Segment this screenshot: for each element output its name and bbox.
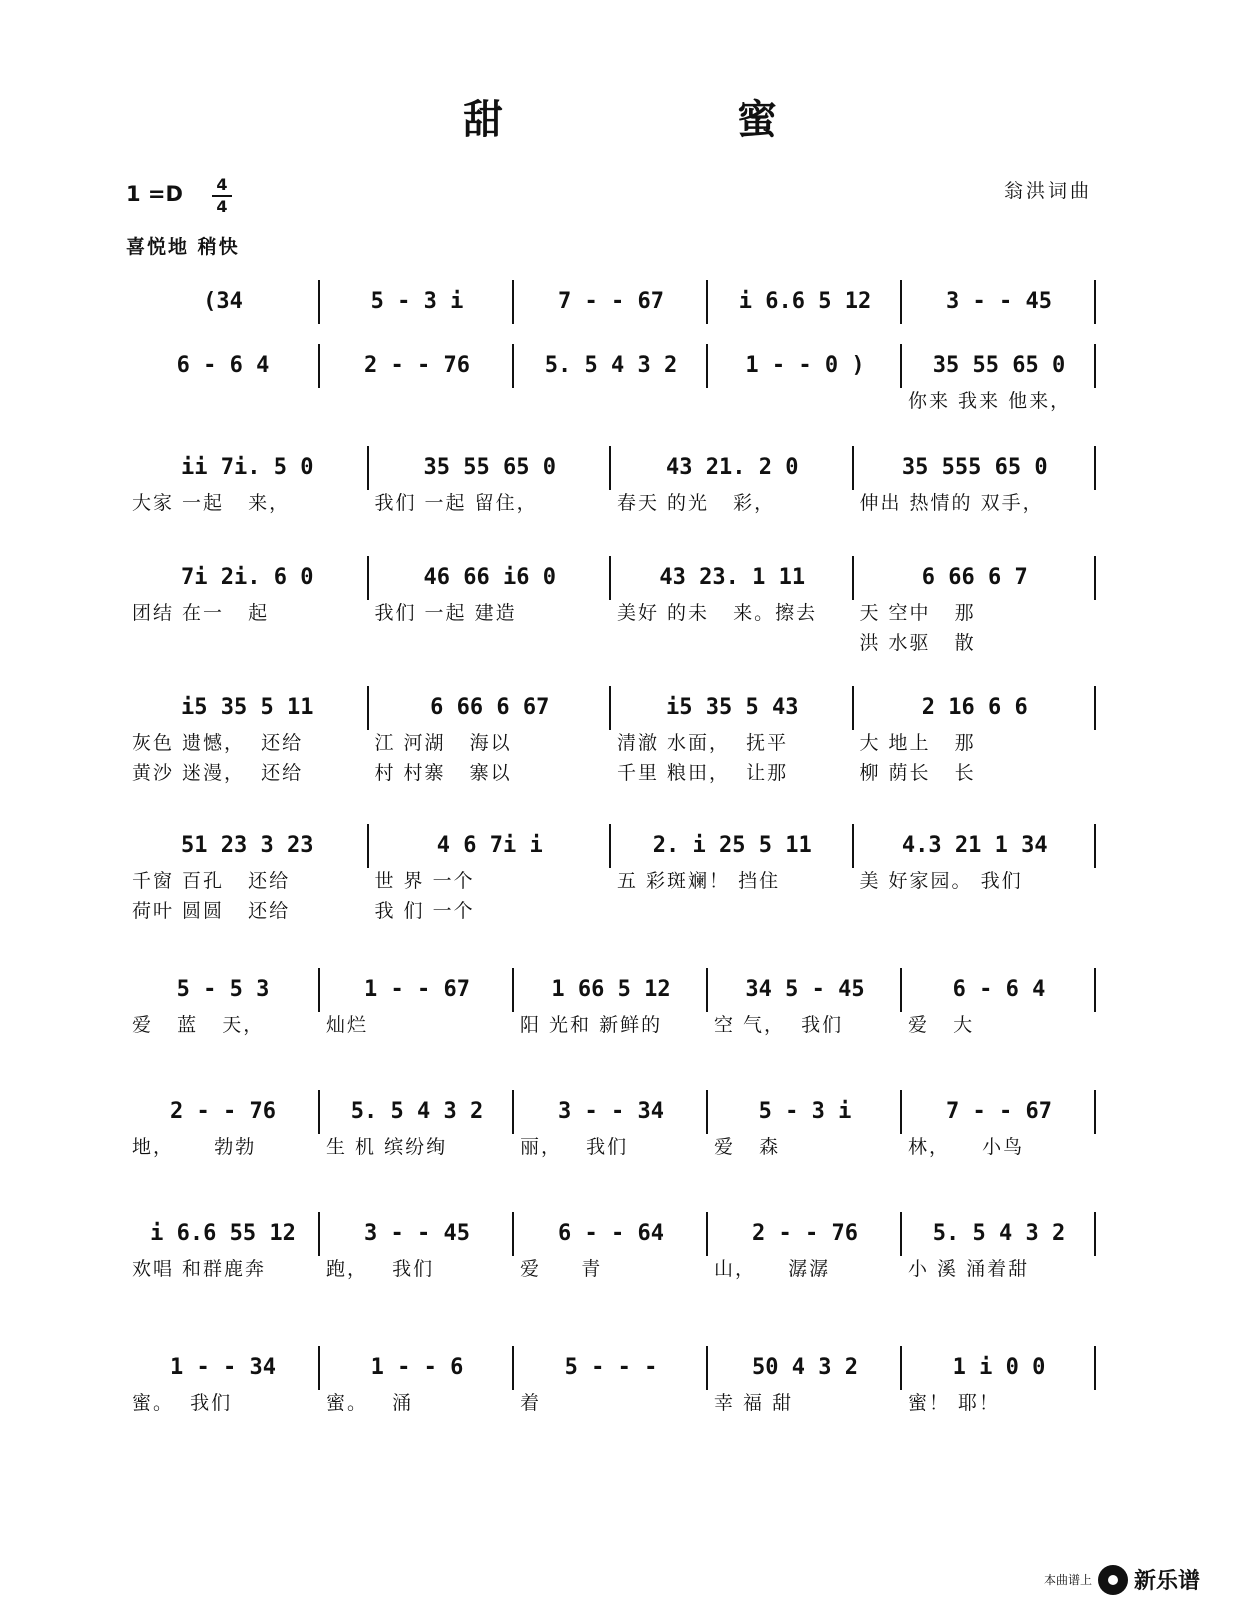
lyric-segment: 美 好家园。 我们 <box>859 870 1023 892</box>
lyric-segment: 丽， 我们 <box>520 1136 629 1158</box>
measure: i 6.6 55 12 <box>150 1221 296 1246</box>
measure: 1 - - 6 <box>370 1355 464 1380</box>
measure: 5. 5 4 3 2 <box>544 353 678 378</box>
lyric-segment: 我们 一起 建造 <box>374 602 517 624</box>
lyric-segment: 我们 一起 留住， <box>374 492 538 514</box>
lyric-segment: 蜜！ 耶！ <box>908 1392 1001 1414</box>
measure: 6 - 6 4 <box>952 977 1046 1002</box>
measure: i5 35 5 11 <box>181 695 314 720</box>
measure: 3 - - 45 <box>946 289 1052 314</box>
measure: 7 - - 67 <box>558 289 664 314</box>
lyric-segment: 村 村寨 寨以 <box>374 762 512 784</box>
lyric-segment: 我 们 一个 <box>374 900 475 922</box>
lyric-segment: 阳 光和 新鲜的 <box>520 1014 663 1036</box>
measure: 46 66 i6 0 <box>423 565 556 590</box>
score-system <box>126 1348 1096 1418</box>
lyric-segment: 大家 一起 来， <box>132 492 291 514</box>
lyric-segment: 蜜。 涌 <box>326 1392 414 1414</box>
lyric-line-verse-1 <box>126 728 1096 758</box>
score-system <box>126 558 1096 658</box>
measure: 6 - - 64 <box>558 1221 664 1246</box>
footer-caption: 本曲谱上 <box>1043 1573 1092 1587</box>
score-system <box>126 826 1096 926</box>
measure: 5 - - - <box>564 1355 658 1380</box>
measure: 35 55 65 0 <box>423 455 556 480</box>
measure: 5. 5 4 3 2 <box>932 1221 1066 1246</box>
measure: 6 - 6 4 <box>176 353 270 378</box>
lyric-segment: 大 地上 那 <box>859 732 976 754</box>
measure: 35 555 65 0 <box>901 455 1048 480</box>
barline <box>1094 686 1096 730</box>
measure: 3 - - 34 <box>558 1099 664 1124</box>
measure: ii 7i. 5 0 <box>181 455 314 480</box>
lyric-segment: 爱 蓝 天， <box>132 1014 265 1036</box>
barline <box>1094 446 1096 490</box>
lyric-line-verse-2 <box>126 896 1096 926</box>
lyric-segment: 荷叶 圆圆 还给 <box>132 900 291 922</box>
measure: 2. i 25 5 11 <box>652 833 812 858</box>
measure: i5 35 5 43 <box>666 695 799 720</box>
song-title: 甜 蜜 <box>463 96 887 143</box>
score-system <box>126 1214 1096 1284</box>
lyric-line-verse-1 <box>126 1254 1096 1284</box>
lyric-line-verse-1 <box>126 1132 1096 1162</box>
measure: 43 23. 1 11 <box>659 565 806 590</box>
lyric-segment: 跑， 我们 <box>326 1258 435 1280</box>
brand-name: 新乐谱 <box>1133 1569 1200 1594</box>
measure: 2 - - 76 <box>364 353 470 378</box>
notation-line <box>126 970 1096 1010</box>
measure: 5. 5 4 3 2 <box>350 1099 484 1124</box>
barline <box>1094 344 1096 388</box>
barline <box>1094 968 1096 1012</box>
lyric-line-verse-1 <box>126 386 1096 416</box>
score-system <box>126 282 1096 322</box>
measure: 7i 2i. 6 0 <box>181 565 314 590</box>
lyric-segment: 春天 的光 彩， <box>617 492 776 514</box>
lyric-segment: 天 空中 那 <box>859 602 976 624</box>
notation-line <box>126 448 1096 488</box>
lyric-segment: 林， 小鸟 <box>908 1136 1025 1158</box>
barline <box>1094 1090 1096 1134</box>
lyric-segment: 团结 在一 起 <box>132 602 270 624</box>
measure: 2 16 6 6 <box>921 695 1028 720</box>
lyric-segment: 灿烂 <box>326 1014 369 1036</box>
time-signature <box>212 176 232 216</box>
score-system <box>126 688 1096 788</box>
key-signature: 1 =D <box>126 182 183 206</box>
lyric-segment: 世 界 一个 <box>374 870 475 892</box>
notation-line <box>126 1214 1096 1254</box>
score-system <box>126 346 1096 416</box>
measure: 6 66 6 7 <box>921 565 1028 590</box>
lyric-segment: 洪 水驱 散 <box>859 632 976 654</box>
measure: 3 - - 45 <box>364 1221 470 1246</box>
measure: 5 - 3 i <box>370 289 464 314</box>
footer-brand <box>1044 1564 1200 1595</box>
lyric-segment: 爱 青 <box>520 1258 603 1280</box>
notation-line <box>126 688 1096 728</box>
lyric-line-verse-1 <box>126 488 1096 518</box>
measure: 2 - - 76 <box>170 1099 276 1124</box>
lyric-segment: 欢唱 和群鹿奔 <box>132 1258 267 1280</box>
measure: 51 23 3 23 <box>181 833 314 858</box>
lyric-segment: 生 机 缤纷绚 <box>326 1136 448 1158</box>
score-system <box>126 970 1096 1040</box>
measure: (34 <box>203 289 243 314</box>
notation-line <box>126 558 1096 598</box>
lyric-segment: 黄沙 迷漫， 还给 <box>132 762 304 784</box>
barline <box>1094 1346 1096 1390</box>
lyric-segment: 山， 潺潺 <box>714 1258 831 1280</box>
measure: 1 - - 34 <box>170 1355 276 1380</box>
measure: 34 5 - 45 <box>745 977 865 1002</box>
measure: 6 66 6 67 <box>430 695 550 720</box>
notation-line <box>126 282 1096 322</box>
notation-line <box>126 1348 1096 1388</box>
lyric-segment: 爱 大 <box>908 1014 975 1036</box>
measure: 50 4 3 2 <box>752 1355 858 1380</box>
lyric-segment: 你来 我来 他来， <box>908 390 1072 412</box>
measure: 4.3 21 1 34 <box>901 833 1048 858</box>
measure: 2 - - 76 <box>752 1221 858 1246</box>
measure: 5 - 5 3 <box>176 977 270 1002</box>
lyric-line-verse-1 <box>126 1010 1096 1040</box>
lyric-segment: 小 溪 涌着甜 <box>908 1258 1030 1280</box>
measure: 1 - - 67 <box>364 977 470 1002</box>
lyric-segment: 清澈 水面， 抚平 <box>617 732 789 754</box>
lyric-segment: 爱 森 <box>714 1136 781 1158</box>
record-logo-icon <box>1098 1565 1128 1595</box>
lyric-segment: 着 <box>520 1392 542 1414</box>
measure: 5 - 3 i <box>758 1099 852 1124</box>
measure: 1 - - 0 ) <box>745 353 865 378</box>
measure: 7 - - 67 <box>946 1099 1052 1124</box>
score-system <box>126 1092 1096 1162</box>
tempo-marking: 喜悦地 稍快 <box>126 236 240 258</box>
lyric-segment: 灰色 遗憾， 还给 <box>132 732 304 754</box>
measure: 1 i 0 0 <box>952 1355 1046 1380</box>
lyric-segment: 千窗 百孔 还给 <box>132 870 291 892</box>
measure: 35 55 65 0 <box>932 353 1066 378</box>
lyric-line-verse-2 <box>126 758 1096 788</box>
notation-line <box>126 826 1096 866</box>
lyric-segment: 五 彩斑斓！ 挡住 <box>617 870 781 892</box>
barline <box>1094 556 1096 600</box>
lyric-line-verse-1 <box>126 1388 1096 1418</box>
lyric-segment: 柳 荫长 长 <box>859 762 976 784</box>
time-signature-bottom: 4 <box>216 197 228 216</box>
lyric-segment: 伸出 热情的 双手， <box>859 492 1044 514</box>
lyric-segment: 地， 勃勃 <box>132 1136 257 1158</box>
lyric-segment: 空 气， 我们 <box>714 1014 844 1036</box>
barline <box>1094 1212 1096 1256</box>
lyric-line-verse-2 <box>126 628 1096 658</box>
measure: 4 6 7i i <box>436 833 543 858</box>
composer-credit: 翁洪词曲 <box>1003 180 1092 202</box>
notation-line <box>126 346 1096 386</box>
measure: 1 66 5 12 <box>551 977 671 1002</box>
notation-line <box>126 1092 1096 1132</box>
lyric-segment: 江 河湖 海以 <box>374 732 512 754</box>
measure: i 6.6 5 12 <box>738 289 872 314</box>
barline <box>1094 280 1096 324</box>
lyric-segment: 幸 福 甜 <box>714 1392 794 1414</box>
lyric-line-verse-1 <box>126 866 1096 896</box>
measure: 43 21. 2 0 <box>666 455 799 480</box>
lyric-segment: 美好 的未 来。擦去 <box>617 602 818 624</box>
lyric-segment: 千里 粮田， 让那 <box>617 762 789 784</box>
lyric-line-verse-1 <box>126 598 1096 628</box>
score-system <box>126 448 1096 518</box>
lyric-segment: 蜜。 我们 <box>132 1392 233 1414</box>
time-signature-top: 4 <box>216 175 228 194</box>
barline <box>1094 824 1096 868</box>
